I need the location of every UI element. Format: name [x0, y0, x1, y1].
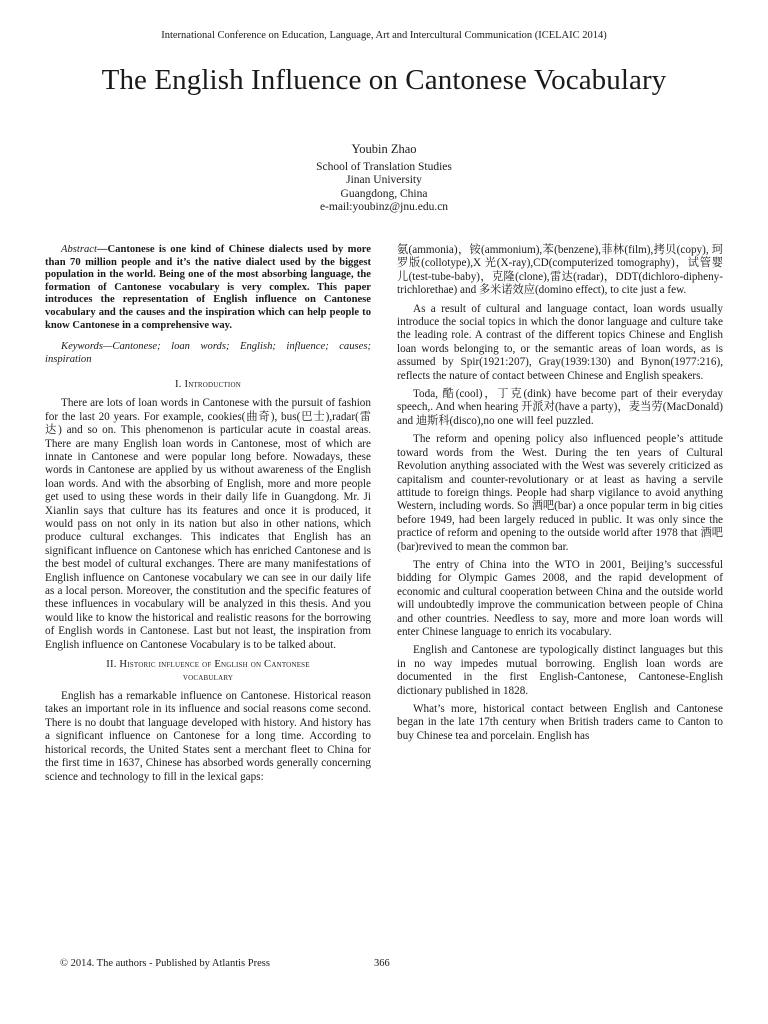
wto-paragraph: The entry of China into the WTO in 2001, Beijing’s successful bidding for Olympic Games 2008, and the rapid development of economic and cultural cooperation between China and the outside world will undoubtedly improve the communication between people of China and other countries. Needless to say, more and more loan words will enter Chinese language to enrich its vocabulary. [397, 558, 723, 638]
historic-paragraph: English has a remarkable influence on Cantonese. Historical reason takes an important role in its influence and social reasons come second. There is no doubt that language developed with history. And history has a significant influence on Cantonese for a long time. According to historical records, the United States sent a merchant fleet to China for the first time in 1637, Chinese has absorbed words generally concerning science and technology to fill in the lexical gaps: [45, 690, 371, 783]
typology-paragraph: English and Cantonese are typologically distinct languages but this in no way impedes mutual borrowing. English loan words are documented in the first English-Cantonese, Cantonese-English dictionary published in 1828. [397, 644, 723, 697]
section-heading-introduction: I. Introduction [175, 379, 241, 391]
author-name: Youbin Zhao [351, 142, 417, 156]
affiliation-university: Jinan University [346, 174, 422, 187]
abstract [45, 244, 371, 332]
left-column [45, 244, 371, 789]
affiliation-location: Guangdong, China [340, 187, 428, 200]
footer-copyright: © 2014. The authors - Published by Atlantis Press [60, 958, 270, 969]
abstract-label: Abstract [61, 244, 97, 255]
paper-title: The English Influence on Cantonese Vocabulary [101, 64, 667, 96]
section-heading-historic [45, 658, 371, 684]
conference-header: International Conference on Education, Language, Art and Intercultural Communication (ICELAIC 2014) [161, 30, 607, 41]
abstract-dash: — [96, 244, 108, 255]
abstract-text: Cantonese is one kind of Chinese dialects used by more than 70 million people and it’s the native dialect used by the biggest population in the world. Being one of the most absorbing language, the formation of Cantonese vocabulary is very complex. This paper introduces the representation of English influence on Cantonese vocabulary and the causes and the inspiration which can help people to know Cantonese in a comprehensive way. [45, 244, 371, 331]
introduction-paragraph: There are lots of loan words in Cantonese with the pursuit of fashion for the last 20 years. For example, cookies(曲奇), bus(巴士),radar(雷达) and so on. This phenomenon is particular acute in coastal areas. There are many English loan words in Cantonese, most of which are innate in Cantonese and were popular long before. Nowadays, these words in Cantonese are applied by us without awareness of the English loan words. And with the absorbing of English, more and more people get used to using these words in their daily life in Guangdong. Mr. Ji Xianlin says that culture has its features and once it is produced, it would pass on not only in its nation but also in other nations, which produce cultural exchanges. This indicates that English has an significant influence on Cantonese which has enriched Cantonese and is the best model of cultural exchanges. There are many manifestations of English influence on Cantonese vocabulary we can see in our daily life as a local person. Moreover, the constitution and the specific features of these influences in vocabulary will be analyzed in this thesis. And you would like to know the historical and realistic reasons for the borrowing of English words in Cantonese. Last but not least, the inspiration from English influence on Cantonese Vocabulary is to be talked about. [45, 397, 371, 651]
keywords-label: Keywords— [61, 341, 113, 353]
page-number: 366 [374, 958, 390, 969]
section-heading-historic-line1: II. Historic influence of English on Cantonese [106, 659, 310, 671]
affiliation-school: School of Translation Studies [316, 160, 452, 173]
reform-policy-paragraph: The reform and opening policy also influenced people’s attitude toward words from the West. During the ten years of Cultural Revolution anything associated with the West was severely criticized as capitalism and counter-revolutionary or at least as having a servile attitude to foreign things. People had sharp vigilance to avoid anything Western, including words. So 酒吧(bar) a once popular term in big cities before 1949, had been largely reduced in public. It was only since the practice of reform and opening to the outside world after 1978 that 酒吧 (bar)revived to mean the common bar. [397, 433, 723, 553]
loan-word-examples-paragraph: 氨(ammonia)，铵(ammonium),苯(benzene),菲林(film),拷贝(copy), 珂罗版(collotype),X 光(X-ray),CD(computerized tomography)，试管婴儿(test-tube-baby)，克隆(clone),雷达(radar)，DDT(dichloro-dipheny-trichlorethae) and 多米诺效应(domino effect), to cite just a few. [397, 244, 723, 297]
keywords-text: Cantonese; loan words; English; influence; causes; inspiration [45, 341, 371, 365]
everyday-speech-paragraph: Toda, 酷(cool)，丁克(dink) have become part of their everyday speech,. And when hearing 开派对(have a party)，麦当劳(MacDonald) and 迪斯科(disco),no one will feel puzzled. [397, 388, 723, 427]
author-block [0, 143, 768, 215]
historical-contact-paragraph: What’s more, historical contact between English and Cantonese began in the late 17th century when British traders came to Canton to buy Chinese tea and porcelain. English has [397, 703, 723, 742]
section-heading-historic-line2: vocabulary [182, 672, 234, 684]
author-email: e-mail:youbinz@jnu.edu.cn [319, 201, 449, 214]
right-column [397, 244, 723, 748]
cultural-contact-paragraph: As a result of cultural and language contact, loan words usually introduce the social topics in which the donor language and culture take the leading role. A contrast of the different topics Chinese and English loan words belonging to, or the semantic areas of loan words, as is assumed by Spir(1921:207), Gray(1939:130) and Bynon(1977:216), reflects the nature of contact between Chinese and English speakers. [397, 302, 723, 382]
keywords [45, 341, 371, 366]
